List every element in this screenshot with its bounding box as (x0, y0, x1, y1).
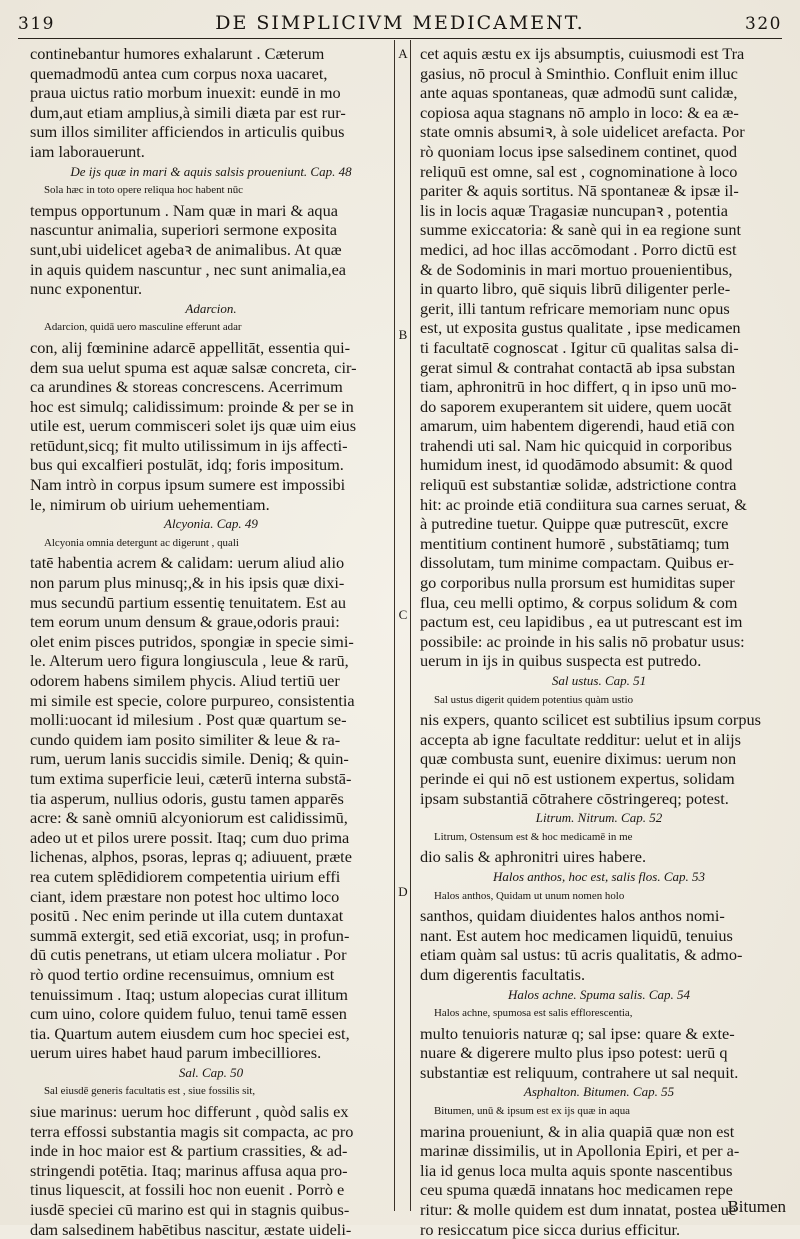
text-line: Sal eiusdē generis facultatis est , siue fossilis sit, (44, 1085, 256, 1098)
running-header (18, 8, 782, 36)
text-line: non parum plus minusq;,& in his ipsis quæ dixi- (30, 573, 345, 593)
text-line: Nam intrò in corpus ipsum sumere est impossibi (30, 475, 346, 495)
text-line: Litrum, Ostensum est & hoc medicamē in me (434, 830, 633, 843)
text-line: dem sua uelut spuma est aquæ salsæ concreta, cir- (30, 357, 357, 377)
text-line: hit: ac proinde etiā condiitura sua carnes seruat, & (420, 494, 747, 514)
text-line: ipsam substantiā cōtrahere cōstringereq; potest. (420, 788, 729, 808)
text-line: go corporibus nulla prorsum est humiditas super (420, 573, 735, 593)
text-line: utile est, uerum commisceri solet ijs quæ uim eius (30, 416, 357, 436)
text-line: odorem habens similem phycis. Aliud tertiū uer (30, 671, 340, 690)
text-line: tia. Quartum autem eiusdem cum hoc speciei est, (30, 1023, 350, 1043)
margin-marker-b: B (398, 327, 408, 342)
text-line: Alcyonia omnia detergunt ac digerunt , quali (44, 536, 239, 549)
text-line: rum, uerum lanis succidis simile. Deniq; & quin- (30, 749, 349, 769)
text-line: mus secundū partium essentię tenuitatem. Est au (30, 592, 347, 612)
text-line: & de Sodominis in mari mortuo prouenientibus, (420, 259, 733, 279)
catchword: Bitumen (727, 1197, 786, 1216)
chapter-heading: Sal ustus. Cap. 51 (551, 673, 647, 688)
chapter-heading: Halos anthos, hoc est, salis flos. Cap. 53 (493, 868, 705, 884)
text-line: stringendi potētia. Itaq; marinus affusa aqua pro- (30, 1160, 348, 1180)
page-number-right: 320 (745, 14, 782, 34)
text-line: olet enim pisces putridos, spongiæ in specie simi- (30, 631, 354, 651)
text-line: Adarcion, quidā uero masculine efferunt adar (44, 321, 242, 334)
text-line: perinde ei qui nō est ustionem expertus, solidam (420, 768, 735, 788)
chapter-heading: Litrum. Nitrum. Cap. 52 (535, 810, 663, 826)
text-line: molli:uocant id milesium . Post quæ quartum se- (30, 710, 347, 730)
text-line: dam salsedinem habētibus nascitur, æstate uideli- (30, 1219, 352, 1239)
text-line: cet aquis æstu ex ijs absumptis, cuiusmodi est Tra (420, 44, 745, 63)
column-divider-left (394, 40, 395, 1211)
text-line: rò quoniam locus ipse salsedinem continet, quod (420, 141, 737, 161)
text-line: tiam, aphronitrū in hoc differt, q in ipso unū mo- (420, 377, 737, 397)
text-line: Bitumen, unū & ipsum est ex ijs quæ in aqua (434, 1105, 631, 1118)
text-line: dū cutis penetrans, ut etiam ulcera moliatur . Por (30, 945, 347, 965)
text-line: quæ combusta sunt, euenire diximus: uerum non (420, 749, 737, 769)
chapter-heading: Alcyonia. Cap. 49 (164, 516, 258, 532)
text-line: copiosa aqua stagnans nō amplo in loco: & ea æ- (420, 102, 739, 122)
text-line: ti facultatē cognoscat . Igitur cū qualitas salsa di- (420, 337, 739, 357)
text-line: le. Alterum uero figura longiuscula , leue & rarū, (30, 651, 349, 671)
text-line: amarum, uim habentem digerendi, haud etiā con (420, 416, 735, 436)
text-line: nascuntur animalia, superiori sermone exposita (30, 220, 337, 240)
text-line: in aquis quidem nascuntur , nec sunt animalia,ea (30, 259, 347, 279)
text-line: nuare & digerere multo plus ipso potest: uerū q (420, 1043, 728, 1063)
chapter-heading: Halos achne. Spuma salis. Cap. 54 (508, 986, 690, 1002)
text-line: nant. Est autem hoc medicamen liquidū, tenuius (420, 925, 733, 945)
text-line: uerum in ijs in quibus suspecta est putredo. (420, 651, 702, 671)
text-line: flua, ceu melli optimo, & corpus solidum & com (420, 592, 738, 612)
text-line: dio salis & aphronitri uires habere. (420, 847, 647, 867)
text-line: do saporem exuperantem sit uidere, quem uocāt (420, 396, 732, 416)
text-line: tempus opportunum . Nam quæ in mari & aqua (30, 200, 338, 220)
text-line: dum digerentis facultatis. (420, 964, 586, 984)
text-line: continebantur humores exhalarunt . Cæterum (30, 44, 325, 63)
text-line: adeo ut et pilos urere possit. Itaq; cum duo prima (30, 827, 350, 847)
text-line: possibile: ac proinde in his salis nō probatur usus: (420, 631, 745, 651)
running-title: DE SIMPLICIVM MEDICAMENT. (215, 12, 585, 34)
page-number-left: 319 (18, 14, 55, 34)
text-line: praua uictus ratio morbum inuexit: eundē in mo (30, 83, 341, 103)
chapter-heading: Adarcion. (185, 300, 237, 316)
text-line: gerat simul & contrahat contactā ab ipsa substan (420, 357, 736, 377)
text-line: ca arundines & storeas concrescens. Acerrimum (30, 377, 343, 397)
text-line: substantiæ est reliquum, contrahere ut sal nequit. (420, 1062, 739, 1082)
text-line: uerum uires habet haud parum imbecilliores. (30, 1043, 322, 1063)
chapter-heading: Sal. Cap. 50 (178, 1064, 244, 1080)
left-text-column (30, 44, 392, 1239)
text-line: Sal ustus digerit quidem potentius quàm ustio (434, 693, 634, 706)
text-line: tenuissimum . Itaq; ustum alopecias curat illitum (30, 984, 348, 1004)
text-line: tem eorum unum densum & graue,odoris praui: (30, 612, 340, 632)
text-line: inde in hoc maior est & partium crassities, & ad- (30, 1141, 348, 1161)
text-line: Halos anthos, Quidam ut unum nomen holo (434, 889, 625, 902)
text-line: rea cutem splēdidiorem competentia uirium effi (30, 866, 341, 886)
text-line: ritur: & molle quidem est dum innatat, postea ue (420, 1200, 737, 1220)
text-line: marinæ dissimilis, ut in Apollonia Epiri, et per a- (420, 1141, 740, 1161)
text-line: hoc est simulq; calidissimum: proinde & per se in (30, 396, 354, 416)
text-line: con, alij fœminine adarcē appellitāt, essentia qui- (30, 337, 351, 357)
text-line: cundo quidem iam posito similiter & leue & ra- (30, 729, 341, 749)
margin-marker-d: D (398, 884, 408, 899)
text-line: etiam quàm sal ustus: tū acris qualitatis, & admo- (420, 945, 743, 965)
text-line: bus qui excalfieri postulāt, idq; foris impositum. (30, 455, 344, 475)
text-line: gerit, illi tantum refricare memoriam nunc opus (420, 298, 730, 318)
text-line: siue marinus: uerum hoc differunt , quòd salis ex (30, 1102, 349, 1122)
text-line: humidum inest, id quodāmodo absumit: & quod (420, 455, 733, 475)
text-line: santhos, quidam diuidentes halos anthos nomi- (420, 906, 725, 926)
text-line: retūdunt,sicq; fit multo utilissimum in ijs affecti- (30, 435, 348, 455)
text-line: tinus liquescit, at fossili hoc non euenit . Porrò e (30, 1180, 345, 1200)
text-line: nis expers, quanto scilicet est subtilius ipsum corpus (420, 710, 761, 730)
text-line: le, nimirum ob uirium uehementiam. (30, 494, 270, 514)
text-line: dissolutam, tum minime compactam. Quibus er- (420, 553, 734, 573)
text-line: in quarto libro, quē siquis librū diligenter perle- (420, 279, 731, 299)
text-line: quemadmodū antea cum corpus noxa uacaret, (30, 63, 328, 83)
text-line: pariter & aquis sortitus. Nā spontaneæ & ipsæ il- (420, 181, 739, 201)
text-line: trahendi uti sal. Nam hic quicquid in corporibus (420, 435, 732, 455)
right-text-column (420, 44, 778, 1239)
text-line: pactum est, ceu lapidibus , ea ut putrescant est im (420, 612, 743, 632)
text-line: multo tenuioris naturæ q; sal ipse: quare & exte- (420, 1023, 735, 1043)
margin-marker-a: A (398, 46, 408, 61)
text-line: nunc exponentur. (30, 279, 143, 299)
text-line: lis in locis aquæ Tragasiæ nuncupanꝛ , potentia (420, 200, 728, 220)
text-line: positū . Nec enim perinde ut illa cutem duntaxat (30, 906, 344, 926)
text-line: state omnis absumiꝛ, à sole uidelicet arefacta. Por (420, 122, 745, 142)
text-line: cum uino, colore quidem fuluo, tenui tamē essen (30, 1004, 347, 1024)
chapter-heading: De ijs quæ in mari & aquis salsis proueniunt. Cap. 48 (70, 163, 352, 179)
text-line: lia id genus loca multa aquis sponte nascentibus (420, 1160, 733, 1180)
text-line: summā extergit, sed etiā excoriat, usq; in profun- (30, 925, 350, 945)
text-line: ceu spuma quædā innatans hoc medicamen repe (420, 1180, 733, 1200)
text-line: est, ut exposita gustus qualitate , ipse medicamen (420, 318, 741, 338)
text-line: tatē habentia acrem & calidam: uerum aliud alio (30, 553, 345, 573)
text-line: ciant, idem præstare non potest hoc ultimo loco (30, 886, 340, 906)
text-line: iam laborauerunt. (30, 141, 145, 161)
text-line: summe exiccatoria: & sanè qui in ea regione sunt (420, 220, 741, 240)
column-divider-right (410, 40, 411, 1211)
text-line: Sola hæc in toto opere reliqua hoc habent nūc (44, 184, 243, 197)
text-line: mentitium continent humorē , substātiamq; tum (420, 533, 730, 553)
text-line: gasius, nō procul à Sminthio. Confluit enim illuc (420, 63, 738, 83)
text-line: acre: & sanè omniū alcyoniorum est calidissimū, (30, 808, 348, 828)
text-line: accepta ab igne facultate redditur: uelut et in alijs (420, 729, 741, 749)
text-line: dum,aut etiam amplius,à simili diæta par est rur- (30, 102, 346, 122)
text-line: medici, ad hoc illas accōmodant . Porro dictū est (420, 239, 737, 259)
text-line: tia asperum, nullius odoris, gustu tamen apparēs (30, 788, 344, 808)
text-line: sunt,ubi uidelicet agebaꝛ de animalibus. At quæ (30, 239, 342, 259)
chapter-heading: Asphalton. Bitumen. Cap. 55 (523, 1084, 675, 1100)
text-line: Halos achne, spumosa est salis efflorescentia, (434, 1007, 633, 1020)
text-line: marina proueniunt, & in alia quapiā quæ non est (420, 1121, 735, 1141)
text-line: iusdē speciei cū marino est qui in stagnis quibus- (30, 1200, 350, 1220)
text-line: mi simile est specie, colore purpureo, consistentia (30, 690, 355, 710)
text-line: à putredine tuetur. Quippe quæ putrescūt, excre (420, 514, 729, 534)
text-line: sum illos similiter afficiendos in articulis quibus (30, 122, 345, 142)
text-line: terra effossi substantia magis sit compacta, ac pro (30, 1121, 354, 1141)
margin-marker-c: C (398, 607, 408, 622)
text-line: rò quod tertio ordine recensuimus, omnium est (30, 964, 335, 984)
text-line: tum extima superficie leui, cæterū interna substā- (30, 768, 352, 788)
header-rule (18, 38, 782, 39)
text-line: reliquū est omne, sal est , cognominatione à loco (420, 161, 738, 181)
text-line: ante aquas spontaneas, quæ admodū sunt calidæ, (420, 83, 738, 103)
text-line: ro resiccatum pice sicca durius efficitur. (420, 1219, 681, 1239)
text-line: lichenas, alphos, psoras, lepras q; adiuuent, præte (30, 847, 352, 867)
text-line: reliquū est substantiæ solidæ, adstrictione contra (420, 475, 737, 495)
